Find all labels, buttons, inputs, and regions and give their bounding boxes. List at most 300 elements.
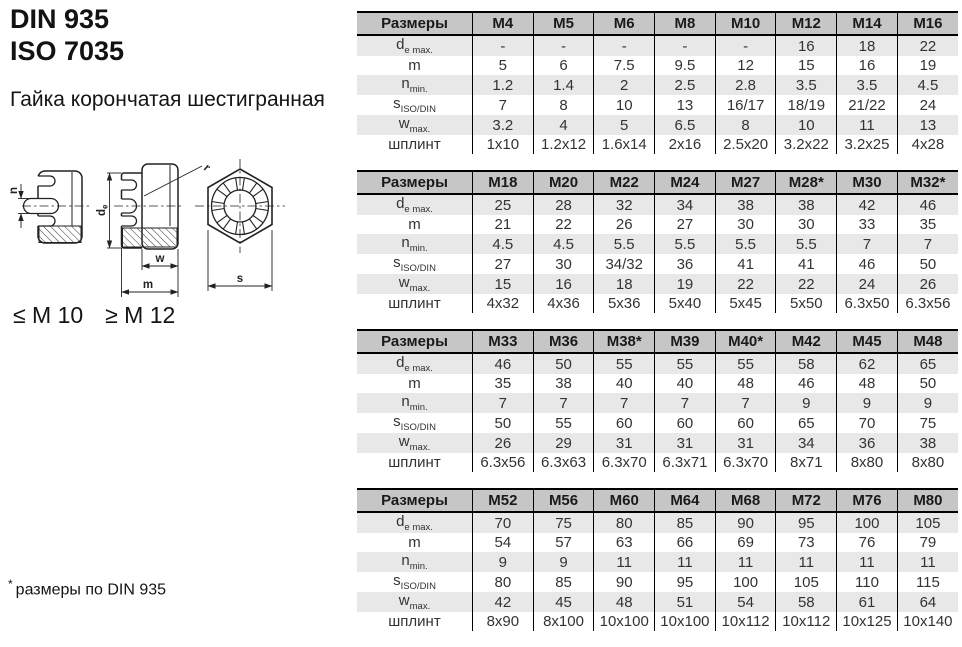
dimension-value-cell: 16 [776, 35, 837, 56]
dimension-value-cell: 64 [897, 592, 958, 612]
dimension-value-cell: 22 [533, 215, 594, 234]
dimension-row [357, 194, 958, 215]
size-column-header: M64 [655, 489, 716, 512]
dimension-row-label: $w_{max.}$ [357, 115, 473, 135]
dimension-row-label: шплинт [357, 294, 473, 313]
dimension-row-label: шплинт [357, 135, 473, 154]
dimension-row [357, 512, 958, 533]
size-column-header: M39 [655, 330, 716, 353]
table-header-row [357, 330, 958, 353]
dimension-value-cell: 5.5 [594, 234, 655, 254]
table-corner-header: Размеры [357, 171, 473, 194]
dimension-row [357, 274, 958, 294]
dimension-value-cell: 62 [837, 353, 898, 374]
dimension-row-label: $n_{min.}$ [357, 75, 473, 95]
dimension-row [357, 115, 958, 135]
size-column-header: M48 [897, 330, 958, 353]
dimension-value-cell: 66 [655, 533, 716, 552]
table-header-row [357, 489, 958, 512]
dimension-value-cell: - [715, 35, 776, 56]
dimension-value-cell: 38 [533, 374, 594, 393]
size-column-header: M18 [473, 171, 534, 194]
dimension-row-label: $d_{e max.}$ [357, 35, 473, 56]
dimension-value-cell: 55 [655, 353, 716, 374]
dimension-value-cell: 54 [715, 592, 776, 612]
dimension-value-cell: 4 [533, 115, 594, 135]
dimension-value-cell: 9 [776, 393, 837, 413]
dimension-row [357, 95, 958, 115]
dim-label-s: s [236, 273, 244, 285]
dimension-value-cell: 9 [897, 393, 958, 413]
dimension-value-cell: 8x100 [533, 612, 594, 631]
dimension-value-cell: 35 [897, 215, 958, 234]
size-column-header: M38* [594, 330, 655, 353]
dimension-value-cell: 75 [897, 413, 958, 433]
size-column-header: M60 [594, 489, 655, 512]
dimension-value-cell: 4x32 [473, 294, 534, 313]
dimension-value-cell: 22 [715, 274, 776, 294]
size-column-header: M36 [533, 330, 594, 353]
dimension-de [107, 173, 122, 248]
dimension-value-cell: 6 [533, 56, 594, 75]
dimension-row [357, 35, 958, 56]
dimension-value-cell: 3.2 [473, 115, 534, 135]
dimension-value-cell: 11 [837, 115, 898, 135]
dimension-value-cell: 28 [533, 194, 594, 215]
dimension-value-cell: 85 [655, 512, 716, 533]
dimension-tables [357, 11, 958, 647]
dimension-value-cell: 55 [533, 413, 594, 433]
size-column-header: M20 [533, 171, 594, 194]
dimension-row-label: $d_{e max.}$ [357, 353, 473, 374]
dimension-value-cell: 57 [533, 533, 594, 552]
dimension-value-cell: 40 [594, 374, 655, 393]
dimension-value-cell: 10x125 [837, 612, 898, 631]
table-corner-header: Размеры [357, 330, 473, 353]
dimension-value-cell: 7 [533, 393, 594, 413]
size-column-header: M68 [715, 489, 776, 512]
dimension-value-cell: 7 [473, 95, 534, 115]
dimension-value-cell: 26 [897, 274, 958, 294]
dimension-row [357, 592, 958, 612]
side-view-small-nut [22, 171, 90, 243]
dimension-value-cell: 38 [897, 433, 958, 453]
size-column-header: M28* [776, 171, 837, 194]
dimension-row-label: $n_{min.}$ [357, 393, 473, 413]
dimension-value-cell: 8 [715, 115, 776, 135]
dimension-value-cell: - [533, 35, 594, 56]
dimension-value-cell: 7.5 [594, 56, 655, 75]
dimension-value-cell: 5.5 [655, 234, 716, 254]
dimension-value-cell: 1.2x12 [533, 135, 594, 154]
dimension-value-cell: 55 [594, 353, 655, 374]
dimension-value-cell: 11 [655, 552, 716, 572]
dimension-value-cell: 27 [473, 254, 534, 274]
dimension-value-cell: 41 [715, 254, 776, 274]
dimension-value-cell: 70 [473, 512, 534, 533]
face-view-hex-nut [195, 159, 285, 253]
dimension-value-cell: 9.5 [655, 56, 716, 75]
size-column-header: M40* [715, 330, 776, 353]
dimension-value-cell: 48 [837, 374, 898, 393]
dimension-row-label: $s_{ISO/DIN}$ [357, 572, 473, 592]
dimension-value-cell: 36 [655, 254, 716, 274]
dimension-value-cell: 95 [655, 572, 716, 592]
dimension-row-label: $s_{ISO/DIN}$ [357, 254, 473, 274]
dimension-value-cell: 46 [776, 374, 837, 393]
dimension-value-cell: 38 [715, 194, 776, 215]
nut-technical-drawing [8, 156, 308, 304]
dimension-value-cell: 1.4 [533, 75, 594, 95]
dimension-value-cell: 8x90 [473, 612, 534, 631]
dimension-value-cell: 115 [897, 572, 958, 592]
dimension-value-cell: 54 [473, 533, 534, 552]
dimension-row-label: m [357, 374, 473, 393]
dimension-value-cell: 22 [897, 35, 958, 56]
dimension-value-cell: 5x40 [655, 294, 716, 313]
dimension-value-cell: 8 [533, 95, 594, 115]
dimension-value-cell: 80 [594, 512, 655, 533]
dimension-value-cell: 58 [776, 592, 837, 612]
size-column-header: M45 [837, 330, 898, 353]
dimension-value-cell: 60 [655, 413, 716, 433]
dimension-row [357, 612, 958, 631]
dimension-value-cell: 7 [837, 234, 898, 254]
dimension-value-cell: 18/19 [776, 95, 837, 115]
dimension-row [357, 453, 958, 472]
dimension-row [357, 75, 958, 95]
dimension-row-label: $d_{e max.}$ [357, 194, 473, 215]
dimension-value-cell: 51 [655, 592, 716, 612]
dimension-row [357, 413, 958, 433]
dimension-value-cell: - [473, 35, 534, 56]
dimension-value-cell: 42 [837, 194, 898, 215]
dimension-value-cell: 42 [473, 592, 534, 612]
dimension-value-cell: 90 [715, 512, 776, 533]
dimension-value-cell: 16 [837, 56, 898, 75]
dimension-value-cell: 5x45 [715, 294, 776, 313]
dimension-value-cell: 105 [897, 512, 958, 533]
size-column-header: M22 [594, 171, 655, 194]
dimension-row-label: m [357, 533, 473, 552]
radius-leader-line [144, 166, 202, 196]
dimension-row-label: шплинт [357, 453, 473, 472]
dimension-value-cell: 4x36 [533, 294, 594, 313]
side-view-large-nut [114, 164, 184, 249]
dimension-value-cell: 34 [655, 194, 716, 215]
dimension-value-cell: 45 [533, 592, 594, 612]
dimension-value-cell: 13 [655, 95, 716, 115]
dimension-value-cell: 50 [533, 353, 594, 374]
size-column-header: M42 [776, 330, 837, 353]
dimension-value-cell: 27 [655, 215, 716, 234]
dimension-row [357, 254, 958, 274]
size-column-header: M10 [715, 12, 776, 35]
dimension-value-cell: 50 [897, 254, 958, 274]
dimension-value-cell: 13 [897, 115, 958, 135]
dimension-value-cell: 4.5 [897, 75, 958, 95]
size-column-header: M6 [594, 12, 655, 35]
dimension-value-cell: 7 [897, 234, 958, 254]
dimension-value-cell: 46 [897, 194, 958, 215]
dimension-value-cell: 76 [837, 533, 898, 552]
dimension-value-cell: 11 [837, 552, 898, 572]
dimension-row-label: $w_{max.}$ [357, 592, 473, 612]
dimension-value-cell: 10 [776, 115, 837, 135]
dimension-value-cell: 21 [473, 215, 534, 234]
size-column-header: M56 [533, 489, 594, 512]
dimension-value-cell: 9 [837, 393, 898, 413]
dimension-value-cell: 75 [533, 512, 594, 533]
table-corner-header: Размеры [357, 12, 473, 35]
dim-label-de: $d_e$ [96, 204, 110, 216]
dimension-value-cell: 8x71 [776, 453, 837, 472]
standard-din-title: DIN 935 [10, 4, 110, 34]
dimensions-table-m33-m48 [357, 329, 958, 472]
dimension-value-cell: 16 [533, 274, 594, 294]
dimension-value-cell: 58 [776, 353, 837, 374]
dimension-value-cell: 61 [837, 592, 898, 612]
product-name: Гайка корончатая шестигранная [10, 88, 325, 111]
dimensions-table-m52-m80 [357, 488, 958, 631]
footnote-text: размеры по DIN 935 [15, 581, 167, 599]
dimension-value-cell: 7 [594, 393, 655, 413]
dimension-value-cell: 18 [837, 35, 898, 56]
dimension-value-cell: 50 [897, 374, 958, 393]
dimension-value-cell: 73 [776, 533, 837, 552]
dimension-value-cell: 16/17 [715, 95, 776, 115]
dimension-value-cell: 63 [594, 533, 655, 552]
dimension-value-cell: 5.5 [715, 234, 776, 254]
size-column-header: M30 [837, 171, 898, 194]
size-column-header: M14 [837, 12, 898, 35]
size-column-header: M72 [776, 489, 837, 512]
dimension-value-cell: 19 [897, 56, 958, 75]
dim-label-m: m [142, 279, 154, 291]
dimension-value-cell: 31 [715, 433, 776, 453]
dimension-value-cell: 12 [715, 56, 776, 75]
dimension-value-cell: 15 [473, 274, 534, 294]
dimension-value-cell: 100 [837, 512, 898, 533]
dimension-value-cell: 48 [715, 374, 776, 393]
dimension-value-cell: 33 [837, 215, 898, 234]
size-column-header: M24 [655, 171, 716, 194]
dimension-value-cell: 2.8 [715, 75, 776, 95]
dimension-value-cell: 5x36 [594, 294, 655, 313]
dimension-value-cell: 1.6x14 [594, 135, 655, 154]
dimension-row-label: $w_{max.}$ [357, 274, 473, 294]
dimension-value-cell: 31 [655, 433, 716, 453]
dimension-row [357, 393, 958, 413]
dimension-value-cell: 50 [473, 413, 534, 433]
dimension-row [357, 294, 958, 313]
dimension-value-cell: 60 [594, 413, 655, 433]
dimension-value-cell: 1.2 [473, 75, 534, 95]
dimension-value-cell: 5.5 [776, 234, 837, 254]
dimension-value-cell: 7 [715, 393, 776, 413]
size-note-small: ≤ M 10 [13, 302, 84, 328]
dimension-value-cell: 3.2x25 [837, 135, 898, 154]
size-column-header: M33 [473, 330, 534, 353]
dimension-value-cell: 29 [533, 433, 594, 453]
dimension-value-cell: 30 [715, 215, 776, 234]
dimension-row-label: шплинт [357, 612, 473, 631]
dimension-value-cell: 70 [837, 413, 898, 433]
dimension-row [357, 56, 958, 75]
size-range-notes [13, 302, 175, 329]
dimension-value-cell: 21/22 [837, 95, 898, 115]
dimension-value-cell: 34/32 [594, 254, 655, 274]
dimension-value-cell: 5x50 [776, 294, 837, 313]
dimension-row-label: $d_{e max.}$ [357, 512, 473, 533]
dimension-value-cell: 18 [594, 274, 655, 294]
dimension-value-cell: 60 [715, 413, 776, 433]
dimension-value-cell: - [655, 35, 716, 56]
dimension-value-cell: 90 [594, 572, 655, 592]
dimension-value-cell: 10x112 [715, 612, 776, 631]
dimension-value-cell: 15 [776, 56, 837, 75]
dimension-value-cell: 41 [776, 254, 837, 274]
dimension-value-cell: 4.5 [533, 234, 594, 254]
dimension-value-cell: 65 [897, 353, 958, 374]
dimension-value-cell: 8x80 [897, 453, 958, 472]
dimension-value-cell: 7 [473, 393, 534, 413]
dimension-value-cell: 5 [473, 56, 534, 75]
dimension-value-cell: 2 [594, 75, 655, 95]
dimension-value-cell: 11 [776, 552, 837, 572]
size-column-header: M8 [655, 12, 716, 35]
dim-label-w: w [155, 253, 165, 265]
dimension-value-cell: 40 [655, 374, 716, 393]
dimension-value-cell: 6.5 [655, 115, 716, 135]
dimension-value-cell: 31 [594, 433, 655, 453]
dimension-value-cell: 19 [655, 274, 716, 294]
dimension-value-cell: 10 [594, 95, 655, 115]
size-column-header: M80 [897, 489, 958, 512]
dimension-value-cell: 11 [715, 552, 776, 572]
dimension-value-cell: 26 [473, 433, 534, 453]
dimension-value-cell: 48 [594, 592, 655, 612]
dimension-value-cell: 100 [715, 572, 776, 592]
dimension-value-cell: 32 [594, 194, 655, 215]
dimension-value-cell: 4.5 [473, 234, 534, 254]
dimension-value-cell: 25 [473, 194, 534, 215]
dimension-value-cell: 7 [655, 393, 716, 413]
dimension-value-cell: 9 [473, 552, 534, 572]
dimension-value-cell: 46 [473, 353, 534, 374]
dimension-value-cell: 6.3x56 [897, 294, 958, 313]
dimension-value-cell: - [594, 35, 655, 56]
dimension-value-cell: 36 [837, 433, 898, 453]
dimension-row [357, 572, 958, 592]
dimension-value-cell: 79 [897, 533, 958, 552]
dimension-value-cell: 9 [533, 552, 594, 572]
dimension-value-cell: 110 [837, 572, 898, 592]
size-column-header: M4 [473, 12, 534, 35]
dimension-value-cell: 3.2x22 [776, 135, 837, 154]
dimension-row-label: m [357, 215, 473, 234]
dimension-row [357, 374, 958, 393]
size-column-header: M27 [715, 171, 776, 194]
dimension-row [357, 215, 958, 234]
dimension-value-cell: 5 [594, 115, 655, 135]
dimension-value-cell: 80 [473, 572, 534, 592]
dimension-row-label: $s_{ISO/DIN}$ [357, 95, 473, 115]
dimension-value-cell: 10x100 [594, 612, 655, 631]
size-column-header: M16 [897, 12, 958, 35]
dimension-row-label: $n_{min.}$ [357, 234, 473, 254]
dimension-row [357, 552, 958, 572]
dimension-value-cell: 6.3x71 [655, 453, 716, 472]
dimension-row [357, 135, 958, 154]
dimension-value-cell: 2.5x20 [715, 135, 776, 154]
dimension-value-cell: 95 [776, 512, 837, 533]
dimension-value-cell: 35 [473, 374, 534, 393]
dimension-value-cell: 38 [776, 194, 837, 215]
dimension-value-cell: 10x100 [655, 612, 716, 631]
dimension-value-cell: 10x112 [776, 612, 837, 631]
table-corner-header: Размеры [357, 489, 473, 512]
dimension-value-cell: 24 [837, 274, 898, 294]
dimension-value-cell: 22 [776, 274, 837, 294]
dimension-value-cell: 1x10 [473, 135, 534, 154]
dimension-value-cell: 6.3x70 [715, 453, 776, 472]
dimension-value-cell: 2x16 [655, 135, 716, 154]
dimension-value-cell: 34 [776, 433, 837, 453]
dimension-value-cell: 11 [594, 552, 655, 572]
dimension-value-cell: 10x140 [897, 612, 958, 631]
size-column-header: M5 [533, 12, 594, 35]
size-column-header: M76 [837, 489, 898, 512]
dimension-value-cell: 46 [837, 254, 898, 274]
dimension-row [357, 533, 958, 552]
dimension-value-cell: 26 [594, 215, 655, 234]
dimension-value-cell: 6.3x63 [533, 453, 594, 472]
dimension-value-cell: 30 [533, 254, 594, 274]
dimension-value-cell: 3.5 [837, 75, 898, 95]
dimension-value-cell: 85 [533, 572, 594, 592]
dimension-value-cell: 6.3x56 [473, 453, 534, 472]
footnote [8, 577, 166, 599]
size-column-header: M12 [776, 12, 837, 35]
dimensions-table-m18-m32 [357, 170, 958, 313]
dimension-value-cell: 8x80 [837, 453, 898, 472]
dim-label-n: n [8, 186, 20, 194]
size-column-header: M32* [897, 171, 958, 194]
dimension-row-label: $s_{ISO/DIN}$ [357, 413, 473, 433]
dimension-value-cell: 65 [776, 413, 837, 433]
table-header-row [357, 12, 958, 35]
dimension-row-label: m [357, 56, 473, 75]
dimension-value-cell: 6.3x70 [594, 453, 655, 472]
dimension-value-cell: 11 [897, 552, 958, 572]
dim-label-r: r [201, 162, 213, 175]
footnote-asterisk: * [8, 577, 13, 591]
dimension-value-cell: 105 [776, 572, 837, 592]
dimension-value-cell: 4x28 [897, 135, 958, 154]
dimension-value-cell: 2.5 [655, 75, 716, 95]
dimension-row-label: $n_{min.}$ [357, 552, 473, 572]
dimension-value-cell: 69 [715, 533, 776, 552]
dimension-value-cell: 6.3x50 [837, 294, 898, 313]
dimension-value-cell: 55 [715, 353, 776, 374]
table-header-row [357, 171, 958, 194]
dimension-row [357, 234, 958, 254]
dimension-row [357, 353, 958, 374]
size-note-large: ≥ M 12 [105, 302, 176, 328]
dimensions-table-m4-m16 [357, 11, 958, 154]
dimension-row [357, 433, 958, 453]
